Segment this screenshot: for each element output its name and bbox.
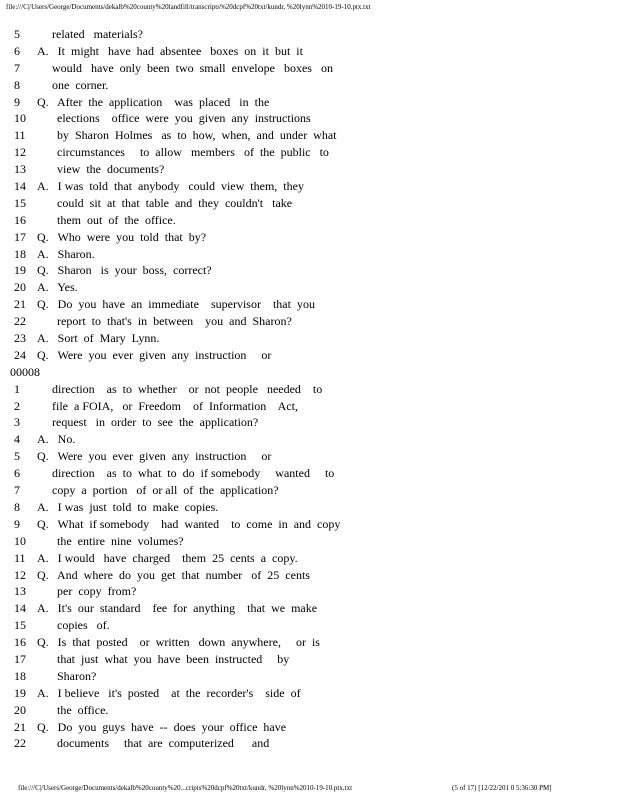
line-number: 16 [14, 635, 26, 650]
line-text: A. It's our standard fee for anything that we make [37, 601, 318, 616]
line-number: 4 [14, 432, 20, 447]
line-text: request in order to see the application? [52, 415, 259, 430]
line-number: 11 [14, 550, 26, 565]
line-number: 14 [14, 179, 26, 194]
line-text: related materials? [52, 27, 143, 41]
line-text: circumstances to allow members of the public to [57, 145, 329, 160]
line-number: 9 [14, 94, 20, 109]
line-text: elections office were you given any instructions [57, 111, 311, 126]
line-number: 23 [14, 331, 26, 346]
line-text: Q. Do you guys have -- does your office have [37, 719, 287, 734]
line-number: 5 [14, 449, 20, 464]
line-number: 20 [14, 702, 26, 717]
line-number: 7 [14, 60, 20, 75]
line-text: file a FOIA, or Freedom of Information Act, [52, 398, 298, 413]
line-text: A. No. [37, 432, 76, 447]
line-text: Q. Who were you told that by? [37, 229, 207, 244]
line-text: A. I was told that anybody could view them, they [37, 179, 304, 194]
line-number: 6 [14, 466, 20, 481]
line-text: A. Yes. [37, 280, 78, 295]
page-number: 00008 [10, 364, 40, 379]
footer-file-path: file:///C|/Users/George/Documents/dekalb%20county%20...cripts%20dcpf%20txt/kundr, %20lynn%2010-19-10.ptx.txt [18, 784, 353, 792]
line-text: A. I was just told to make copies. [37, 499, 219, 514]
line-text: per copy from? [57, 584, 137, 599]
line-text: the entire nine volumes? [57, 533, 184, 548]
line-text: Q. Is that posted or written down anywhere, or is [37, 635, 320, 650]
line-text: A. Sort of Mary Lynn. [37, 331, 160, 346]
line-number: 10 [14, 533, 26, 548]
line-text: Q. After the application was placed in the [37, 94, 270, 109]
line-number: 6 [14, 43, 20, 58]
line-number: 11 [14, 128, 26, 143]
line-number: 17 [14, 229, 26, 244]
line-text: A. I believe it's posted at the recorder's side of [37, 685, 301, 700]
line-text: report to that's in between you and Sharon? [57, 314, 292, 329]
line-text: direction as to what to do if somebody wanted to [52, 466, 335, 481]
line-text: A. Sharon. [37, 246, 95, 261]
line-number: 12 [14, 567, 26, 582]
line-number: 8 [14, 499, 20, 514]
line-number: 7 [14, 483, 20, 498]
line-number: 8 [14, 77, 20, 92]
line-number: 2 [14, 398, 20, 413]
line-text: Q. Were you ever given any instruction or [37, 347, 272, 362]
line-text: A. It might have had absentee boxes on it but it [37, 43, 303, 58]
footer-page-info: (5 of 17) [12/22/201 0 5:36:30 PM] [452, 784, 552, 792]
line-number: 22 [14, 736, 26, 751]
line-number: 19 [14, 685, 26, 700]
line-number: 5 [14, 27, 20, 41]
line-number: 9 [14, 516, 20, 531]
line-text: copies of. [57, 618, 110, 633]
line-text: one corner. [52, 77, 109, 92]
line-number: 20 [14, 280, 26, 295]
line-text: by Sharon Holmes as to how, when, and under what [57, 128, 337, 143]
line-number: 15 [14, 195, 26, 210]
line-number: 13 [14, 584, 26, 599]
line-text: Q. And where do you get that number of 25 cents [37, 567, 310, 582]
line-text: Sharon? [57, 668, 97, 683]
line-text: copy a portion of or all of the application? [52, 483, 279, 498]
line-text: would have only been two small envelope boxes on [52, 60, 333, 75]
line-text: view the documents? [57, 162, 165, 177]
file-path-header: file:///C|/Users/George/Documents/dekalb%20county%20landfill/transcripts%20dcpf%20txt/kundr, %20lynn%2010-19-10.ptx.txt [6, 3, 371, 11]
line-number: 21 [14, 297, 26, 312]
line-number: 21 [14, 719, 26, 734]
line-number: 16 [14, 212, 26, 227]
line-text: could sit at that table and they couldn't take [57, 195, 293, 210]
line-number: 18 [14, 246, 26, 261]
line-number: 1 [14, 381, 20, 396]
line-number: 12 [14, 145, 26, 160]
line-text: A. I would have charged them 25 cents a copy. [37, 550, 298, 565]
line-text: documents that are computerized and [57, 736, 270, 751]
line-number: 14 [14, 601, 26, 616]
line-text: direction as to whether or not people needed to [52, 381, 323, 396]
line-text: the office. [57, 702, 109, 717]
line-number: 3 [14, 415, 20, 430]
line-number: 13 [14, 162, 26, 177]
line-number: 18 [14, 668, 26, 683]
line-text: Q. Do you have an immediate supervisor that you [37, 297, 315, 312]
line-text: Q. Sharon is your boss, correct? [37, 263, 212, 278]
line-text: Q. What if somebody had wanted to come in and copy [37, 516, 341, 531]
line-text: them out of the office. [57, 212, 176, 227]
line-number: 19 [14, 263, 26, 278]
line-number: 22 [14, 314, 26, 329]
line-text: that just what you have been instructed by [57, 651, 290, 666]
line-number: 24 [14, 347, 26, 362]
line-number: 10 [14, 111, 26, 126]
line-text: Q. Were you ever given any instruction or [37, 449, 272, 464]
line-number: 15 [14, 618, 26, 633]
line-number: 17 [14, 651, 26, 666]
